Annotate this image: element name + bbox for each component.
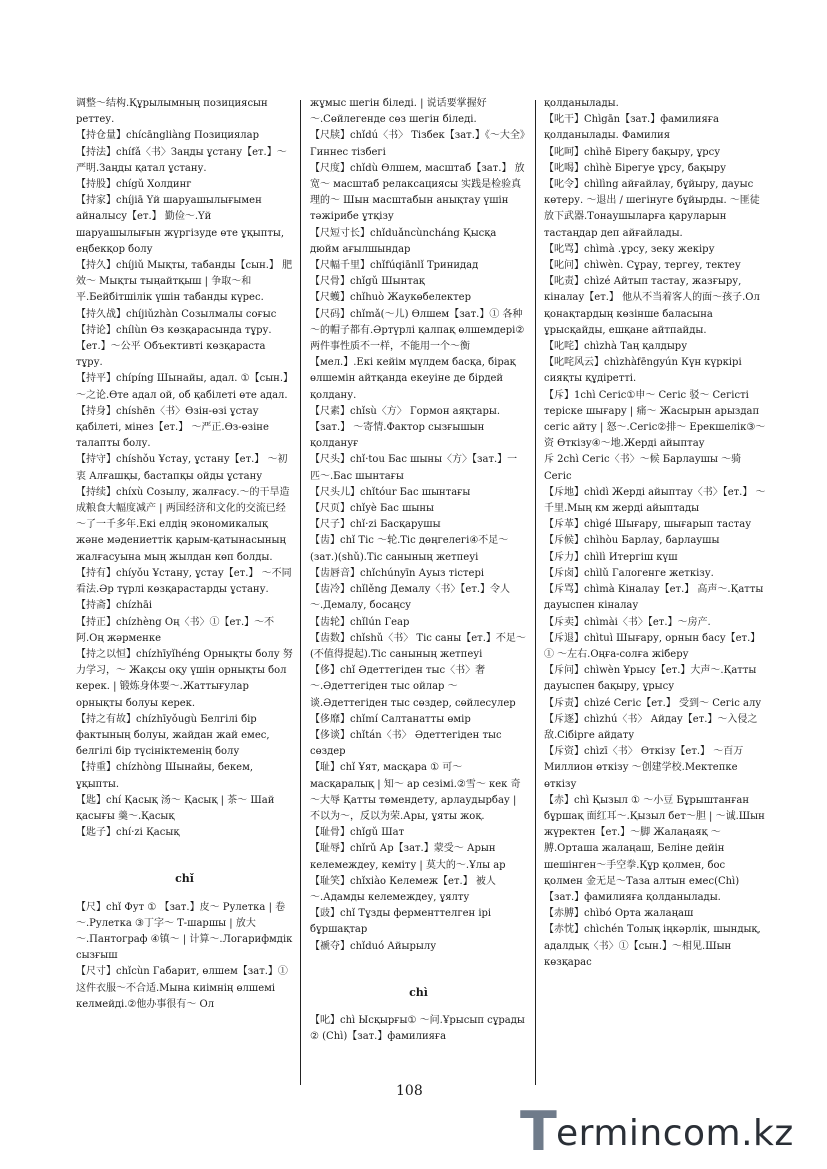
dictionary-entry: 【持身】chíshēn〈书〉Өзін-өзі ұстау қабілеті, мінез【ет.】 ～严正.Өз-өзіне талапты болу. [76,405,269,450]
dictionary-entry: 【斥力】chìlì Итергіш күш [544,551,678,563]
logo-text: ermincom.kz [556,1113,794,1154]
dictionary-entry: 【叱咤】chìzhà Таң қалдыру [544,341,688,353]
dictionary-entry: 【尺骨】chǐgǔ Шынтақ [310,276,425,288]
dictionary-entry: 【持斋】chízhāi [76,600,153,612]
dictionary-entry: 【持正】chízhèng Оң〈书〉①【ет.】～不阿.Оң жәрменке [76,616,275,644]
dictionary-entry: 【匙】chí Қасық 汤～ Қасық | 茶～ Шай қасығы 羹～.Қасық [76,794,275,822]
entries-group [76,900,293,1013]
dictionary-entry: 【齿轮】chǐlún Геар [310,616,410,628]
page-number: 108 [396,1083,423,1099]
dictionary-entry: 【齿唇音】chǐchúnyīn Ауыз тістері [310,567,485,579]
dictionary-entry: 【赤】chì Қызыл ① ～小豆 Бұрыштанған бұршақ 面红耳～.Қызыл бет～胆 | ～诚.Шын жүректен【ет.】～脚 Жалаңаяқ ～膊.Орташа жалаңаш, Беліне дейін шешінген～手空拳.Құр қолмен, бос қолмен 金无足～Таза алтын емес(Chì)【зат.】фамилияға қолданылады. [544,794,765,903]
section-heading: chǐ [175,872,194,886]
dictionary-entry: 【尺素】chǐsù〈方〉 Гормон аяқтары.【зат.】 ～寄情.Фактор сызғышын қолдануғ [310,405,501,450]
dictionary-entry: 【持之以恒】chízhīyǐhéng Орнықты болу 努力学习，～ Жақсы оқу үшін орнықты бол керек. | 锻炼身体要～.Жаттығулар орнықты болуы керек. [76,648,293,709]
dictionary-entry: 【耻辱】chǐrǔ Ар【зат.】蒙受～ Арын келемеждеу, кеміту | 莫大的～.Ұлы ар [310,843,506,871]
dictionary-entry: 【斥地】chìdì Жерді айыптау〈书〉【ет.】 ～千里.Мың км жерді айыптады [544,486,766,515]
dictionary-entry: 【尺头儿】chǐtóur Бас шынтағы [310,486,471,498]
logo-letter: T [520,1100,557,1163]
dictionary-entry: 【尺头】chǐ·tou Бас шыны〈方〉【зат.】一匹～.Бас шынтағы [310,454,518,482]
column-2 [310,96,527,1045]
dictionary-entry: 【匙子】chí·zi Қасық [76,827,180,839]
entries-group [310,1013,527,1045]
dictionary-entry: 【尺子】chǐ·zi Басқарушы [310,519,441,531]
dictionary-entry: 【齿数】chǐshǔ〈书〉 Тіс саны【ет.】不足～(不值得提起).Тіс санының жетпеуі [310,632,526,660]
dictionary-entry: 【斥卖】chìmài〈书〉【ет.】～房产. [544,616,711,628]
column-3 [544,96,766,971]
dictionary-entry: жұмыс шегін біледі. | 说话要掌握好～.Сөйлегенде сөз шегін біледі. [310,98,487,126]
dictionary-entry: 【叱呵】chìhē Бірегу бақыру, ұрсу [544,146,721,158]
dictionary-entry: 【尺寸】chǐcùn Габарит, өлшем【зат.】① 这件衣服～不合适.Мына киімнің өлшемі келмейді.②他办事很有～ Ол [76,966,288,1010]
dictionary-entry: 【叱责】chìzé Айтып тастау, жазғыру, кіналау【ет.】 他从不当着客人的面～孩子.Ол қонақтардың көзінше баласына ұрысқайды, ешқане айтпайды. [544,276,760,336]
dictionary-entry: 【尺蠖】chǐhuò Жаукөбелектер [310,292,471,304]
dictionary-entry: 【侈靡】chǐmí Салтанатты өмір [310,713,471,725]
dictionary-entry: 【尺牍】chǐdú〈书〉 Тізбек【зат.】《～大全》Гиннес тізбегі [310,130,525,158]
dictionary-entry: 【叱骂】chìmà .ұрсу, зеку жекіру [544,243,715,255]
dictionary-entry: 【持重】chízhòng Шынайы, бекем, ұқыпты. [76,762,254,790]
dictionary-entry: 【叱喝】chìhè Бірегуе ұрсу, бақыру [544,162,727,174]
dictionary-entry: 【耻笑】chǐxiào Келемеж【ет.】 被人～.Адамды келемеждеу, ұялту [310,875,496,903]
dictionary-entry: 【持之有故】chízhīyǒugù Белгілі бір фактының болуы, жайдан жай емес, белгілі бір түсініктеменің болу [76,713,270,758]
dictionary-entry: 【持平】chípíng Шынайы, адал. ①【сын.】 ～之论.Өте адал ой, об қабілеті өте адал. [76,373,293,401]
dictionary-entry: 【尺度】chǐdù Өлшем, масштаб【зат.】 放宽～ масштаб релаксациясы 实践是检验真理的～ Шын масштабын анықтау үшін тәжірибе ұтқізу [310,162,525,223]
dictionary-entry: 【斥革】chìgé Шығару, шығарып тастау [544,519,752,531]
dictionary-entry: 【尺幅千里】chǐfúqiānlǐ Тринидад [310,260,479,272]
termincom-logo [520,1102,810,1162]
dictionary-entry: 【侈】chǐ Әдеттегіден тыс〈书〉奢～.Әдеттегіден тыс ойлар ～谈.Әдеттегіден тыс сөздер, сөйлесулер [310,665,516,709]
dictionary-entry: 【持守】chíshǒu Ұстау, ұстану【ет.】 ～初衷 Алғашқы, бастапқы ойды ұстану [76,454,288,482]
dictionary-entry: 【尺短寸长】chǐduǎncùncháng Қысқа дюйм ағылшындар [310,227,497,255]
dictionary-entry: 【斥资】chìzī〈书〉 Өткізу【ет.】 ～百万 Миллион өткізу ～创建学校.Мектепке өткізу [544,746,744,790]
dictionary-entry: қолданылады. [544,98,619,109]
dictionary-entry: 【斥候】chìhòu Барлау, барлаушы [544,535,720,547]
dictionary-entry: 【叱】chì Ысқырғы① ～问.Ұрысып сұрады ② (Chì)【зат.】фамилияға [310,1014,525,1043]
entries-group [76,96,293,841]
dictionary-entry: 【斥】1chì Сегіс①申～ Сегіс 驳～ Сегісті теріске шығару | 痛～ Жасырын арыздап сегіс айту | 怒～.Сегіс②排～ Ерекшелік③～资 Өткізу④～地.Жерді айыптау [544,389,766,450]
dictionary-entry: 【持股】chígǔ Холдинг [76,179,192,191]
dictionary-entry: 【叱问】chìwèn. Сұрау, тергеу, тектеу [544,260,741,272]
dictionary-entry: 【赤膊】chìbó Орта жалаңаш [544,908,694,920]
dictionary-entry: 【叱令】chìlìng айғайлау, бұйыру, дауыс көтеру. ～退出 / шегінуге бұйырды. ～匪徒放下武器.Тонаушыларға қаруларын тастаңдар деп айғайлады. [544,179,760,239]
column-1 [76,96,293,1013]
dictionary-entry: 调整～结构.Құрылымның позициясын реттеу. [76,98,268,126]
dictionary-entry: 【斥卤】chìlǔ Галогенге жеткізу. [544,567,714,579]
dictionary-entry: 【叱干】Chìgān【зат.】фамилияға қолданылады. Фамилия [544,114,719,142]
dictionary-entry: 【齿冷】chǐlěng Демалу〈书〉【ет.】令人～.Демалу, босаңсу [310,584,511,612]
dictionary-entry: 【持续】chíxù Созылу, жалғасу.～的干旱造成粮食大幅度减产 | 两国经济和文化的交流已经～了一千多年.Екі елдің экономикалық және мәдениеттік қарым-қатынасының жалғасуына мың жылдан көп болды. [76,486,290,563]
dictionary-entry: 斥 2chì Сегіс〈书〉～候 Барлаушы ～骑 Сегіс [544,454,742,482]
dictionary-entry: 【持仓量】chícāngliàng Позициялар [76,130,260,142]
dictionary-entry: 【豉】chǐ Тұзды ферменттелген ірі бұршақтар [310,908,492,936]
dictionary-entry: 【尺】chǐ Фут ① 【зат.】皮～ Рулетка | 卷～.Рулетка ③丁字～ Т-шаршы | 放大～.Пантограф ④镇～ | 计算～.Логарифмдік сызғыш [76,901,293,962]
dictionary-entry: 【斥责】chìzé Сегіс【ет.】 受到～ Сегіс алу [544,697,762,709]
dictionary-entry: 【斥骂】chìmà Кіналау【ет.】 高声～.Қатты дауыспен кіналау [544,584,764,612]
entries-group [544,96,766,971]
dictionary-entry: 【耻】chǐ Ұят, масқара ① 可～ масқаралық | 知～ ар сезімі.②雪～ кек 奇～大辱 Қатты төмендету, арлаудырбау | 不以为～，反以为荣.Ары, ұяты жоқ. [310,762,521,822]
dictionary-entry: 【持有】chíyǒu Ұстану, ұстау【ет.】 ～不同看法.Әр түрлі көзқарастарды ұстану. [76,567,292,596]
dictionary-entry: 【斥问】chìwèn Ұрысу【ет.】大声～.Қатты дауыспен бақыру, ұрысу [544,665,757,693]
column-divider [300,100,301,1085]
dictionary-entry: 【持久战】chíjiǔzhàn Созылмалы соғыс [76,308,277,320]
entries-group [310,96,527,955]
section-heading: chì [409,985,428,999]
dictionary-entry: 【斥逐】chìzhú〈书〉 Айдау【ет.】～入侵之敌.Сібірге айдату [544,713,758,741]
dictionary-entry: 【持久】chíjiǔ Мықты, табанды【сын.】 肥效～ Мықты тыңайтқыш | 争取～和平.Бейбітшілік үшін табанды күрес. [76,260,293,304]
dictionary-entry: 【持论】chílùn Өз көзқарасында тұру.【ет.】～公平 Объективті көзқараста тұру. [76,324,272,369]
dictionary-entry: 【持家】chíjiā Үй шаруашылығымен айналысу【ет.】 勤俭～.Үй шаруашылығын жүргізуде өте ұқыпты, еңбекқор болу [76,195,285,255]
dictionary-entry: 【赤忱】chìchén Толық іңкәрлік, шындық, адалдық〈书〉①【сын.】～相见.Шын көзқарас [544,924,761,968]
dictionary-entry: 【尺码】chǐmǎ(～儿) Өлшем【зат.】① 各种～的帽子都有.Әртүрлі қалпақ өлшемдері②两件事性质不一样，不能用一个～衡【мел.】.Екі кейім мүлдем басқа, бірақ өлшемін айтқанда екеуіне де бірдей қолдану. [310,308,525,401]
dictionary-entry: 【尺页】chǐyè Бас шыны [310,503,434,515]
dictionary-entry: 【齿】chǐ Тіс ～轮.Тіс дөңгелегі④不足～(зат.)(shǔ).Тіс санының жетпеуі [310,535,509,563]
dictionary-entry: 【侈谈】chǐtán〈书〉 Әдеттегіден тыс сөздер [310,729,502,758]
column-divider [535,100,536,1085]
dictionary-entry: 【耻骨】chǐgǔ Шат [310,827,405,839]
dictionary-entry: 【斥退】chìtuì Шығару, орнын басу【ет.】① ～左右.Оңға-солға жіберу [544,632,761,660]
dictionary-entry: 【褫夺】chǐduó Айырылу [310,940,437,952]
dictionary-entry: 【叱咤风云】chìzhàfēngyún Күн күркірі сияқты құдіретті. [544,357,742,385]
dictionary-entry: 【持法】chífǎ〈书〉Заңды ұстану【ет.】～严明.Заңды қатал ұстану. [76,146,287,174]
